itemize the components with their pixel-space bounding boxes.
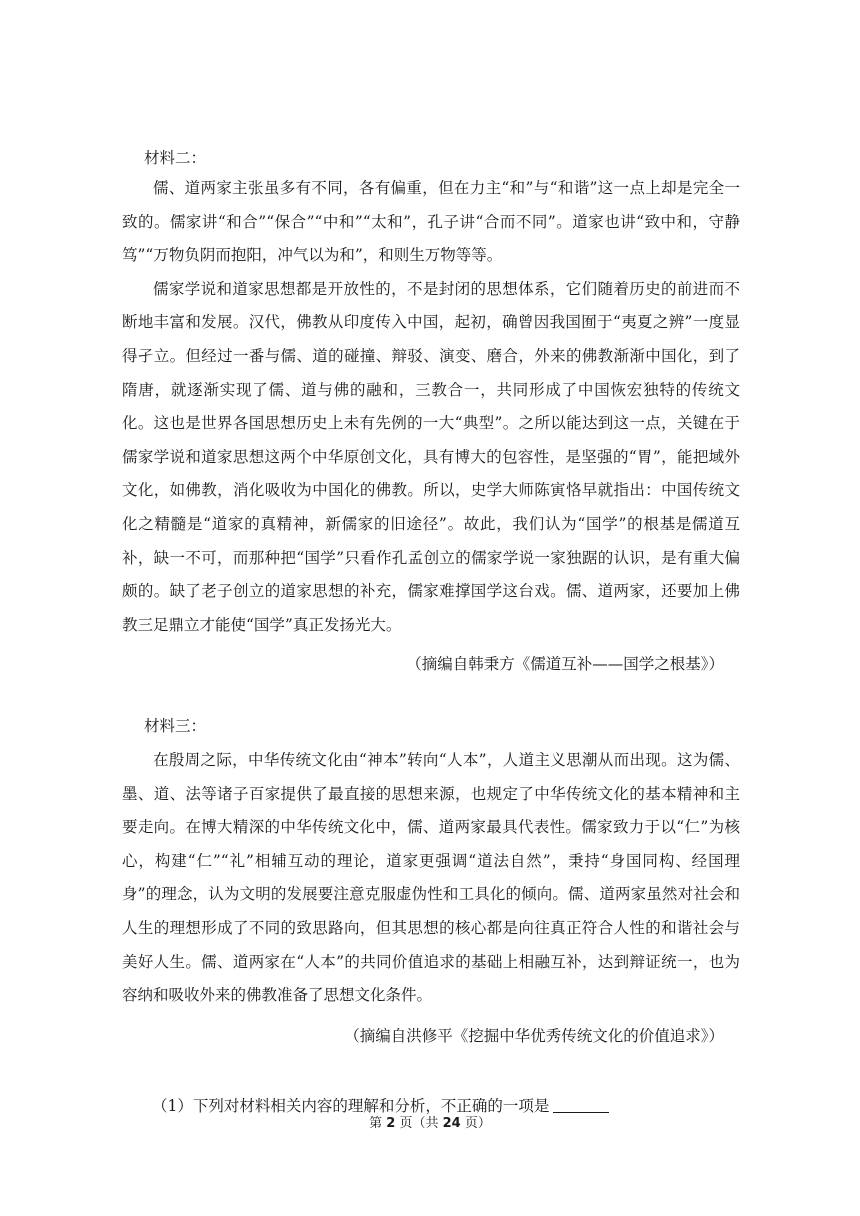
question-1-text: （1）下列对材料相关内容的理解和分析，不正确的一项是 [152,1097,550,1115]
answer-blank[interactable] [553,1098,609,1113]
material-2-paragraph-2: 儒家学说和道家思想都是开放性的，不是封闭的思想体系，它们随着历史的前进而不断地丰富和发展。汉代，佛教从印度传入中国，起初，确曾因我国囿于“夷夏之辨”一度显得孑立。但经过一番与儒、道的碰撞、辩驳、演变、磨合，外来的佛教渐渐中国化，到了隋唐，就逐渐实现了儒、道与佛的融和，三教合一，共同形成了中国恢宏独特的传统文化。这也是世界各国思想历史上未有先例的一大“典型”。之所以能达到这一点，关键在于儒家学说和道家思想这两个中华原创文化，具有博大的包容性，是坚强的“胃”，能把域外文化，如佛教，消化吸收为中国化的佛教。所以，史学大师陈寅恪早就指出：中国传统文化之精髓是“道家的真精神，新儒家的旧途径”。故此，我们认为“国学”的根基是儒道互补，缺一不可，而那种把“国学”只看作孔孟创立的儒家学说一家独踞的认识，是有重大偏颇的。缺了老子创立的道家思想的补充，儒家难撑国学这台戏。儒、道两家，还要加上佛教三足鼎立才能使“国学”真正发扬光大。 [122,279,740,634]
footer-prefix: 第 [369,1116,383,1131]
page-total: 24 [442,1116,461,1131]
page-number: 2 [386,1116,396,1131]
footer-suffix: 页） [464,1116,491,1131]
material-3-body [122,744,740,1013]
material-3-source: （摘编自洪修平《挖掘中华优秀传统文化的价值追求》） [344,1027,724,1045]
material-3-heading: 材料三： [144,717,207,735]
material-2-paragraph-1: 儒、道两家主张虽多有不同，各有偏重，但在力主“和”与“和谐”这一点上却是完全一致的。儒家讲“和合”“保合”“中和”“太和”，孔子讲“合而不同”。道家也讲“致中和，守静笃”“万物负阴而抱阳，冲气以为和”，和则生万物等等。 [122,179,740,265]
material-2-source: （摘编自韩秉方《儒道互补——国学之根基》） [406,655,724,673]
material-3-paragraph-1: 在殷周之际，中华传统文化由“神本”转向“人本”，人道主义思潮从而出现。这为儒、墨、道、法等诸子百家提供了最直接的思想来源，也规定了中华传统文化的基本精神和主要走向。在博大精深的中华传统文化中，儒、道两家最具代表性。儒家致力于以“仁”为核心，构建“仁”“礼”相辅互动的理论，道家更强调“道法自然”，秉持“身国同构、经国理身”的理念，认为文明的发展要注意克服虚伪性和工具化的倾向。儒、道两家虽然对社会和人生的理想形成了不同的致思路向，但其思想的核心都是向往真正符合人性的和谐社会与美好人生。儒、道两家在“人本”的共同价值追求的基础上相融互补，达到辩证统一，也为容纳和吸收外来的佛教准备了思想文化条件。 [122,751,740,1005]
material-2-body [122,172,740,642]
material-2-heading: 材料二： [144,149,207,167]
page-footer [0,1112,860,1131]
footer-middle: 页（共 [399,1116,439,1131]
